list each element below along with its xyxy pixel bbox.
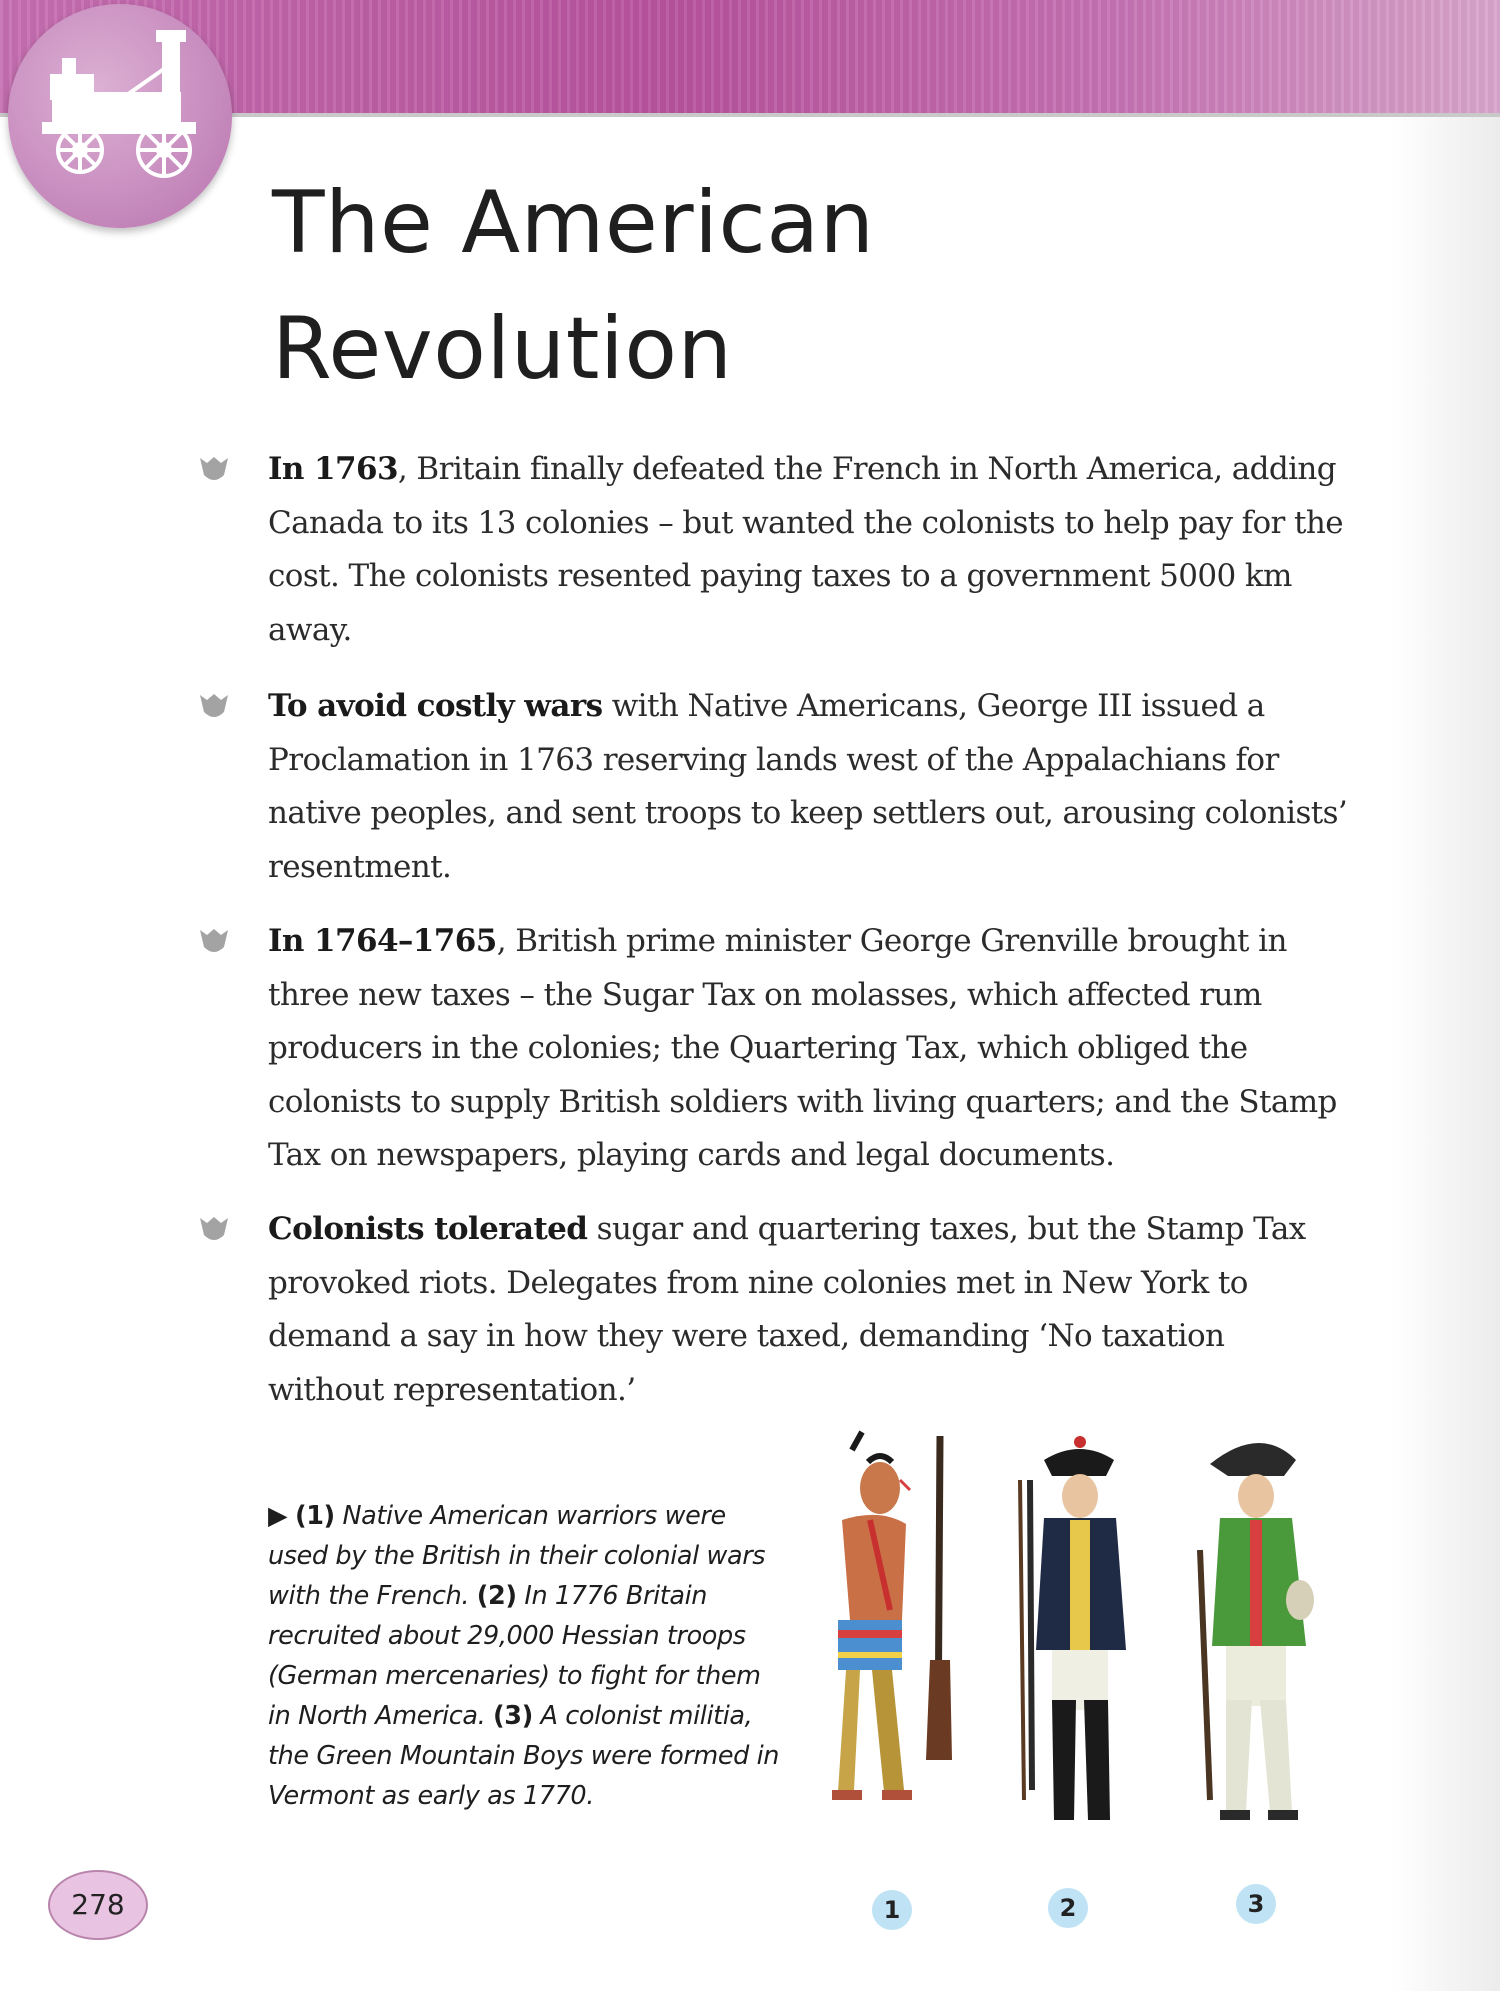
title-line-1: The American xyxy=(272,173,875,273)
caption-text-2: In 1776 Britain recruited about 29,000 Hessian troops (German mercenaries) to fight for them in North America. xyxy=(268,1581,761,1731)
bullet-text: , British prime minister George Grenville brought in three new taxes – the Sugar Tax on molasses, which affected rum producers in the colonies; the Quartering Tax, which obliged the colonists to supply British soldiers with living quarters; and the Stamp Tax on newspapers, playing cards and legal documents. xyxy=(268,923,1337,1173)
figure-label-1: 1 xyxy=(872,1890,912,1930)
page-title xyxy=(272,160,875,412)
shield-bullet-icon xyxy=(198,692,230,722)
caption-arrow-icon: ▶ xyxy=(268,1501,288,1531)
caption-num-1: (1) xyxy=(294,1501,335,1531)
bullet-item xyxy=(198,680,1348,894)
bullet-text: , Britain finally defeated the French in North America, adding Canada to its 13 colonies – but wanted the colonists to help pay for the cost. The colonists resented paying taxes to a government 5000 km away. xyxy=(268,451,1343,648)
bullet-item xyxy=(198,443,1348,657)
caption-text-3: A colonist militia, the Green Mountain Boys were formed in Vermont as early as 1770. xyxy=(268,1701,780,1811)
caption-text-1: Native American warriors were used by the British in their colonial wars with the French. xyxy=(268,1501,766,1611)
bullet-lead: Colonists tolerated xyxy=(268,1211,588,1247)
shield-bullet-icon xyxy=(198,455,230,485)
native-warrior-illustration xyxy=(832,1432,952,1800)
figure-caption xyxy=(268,1496,788,1816)
bullet-lead: In 1764–1765 xyxy=(268,923,497,959)
shield-bullet-icon xyxy=(198,927,230,957)
page-gutter-shadow xyxy=(1390,115,1500,1991)
bullet-item xyxy=(198,915,1348,1183)
figure-label-3: 3 xyxy=(1236,1884,1276,1924)
steam-locomotive-icon xyxy=(8,4,232,228)
bullet-lead: In 1763 xyxy=(268,451,398,487)
bullet-text: sugar and quartering taxes, but the Stamp Tax provoked riots. Delegates from nine colonies met in New York to demand a say in how they were taxed, demanding ‘No taxation without representation.’ xyxy=(268,1211,1306,1408)
shield-bullet-icon xyxy=(198,1215,230,1245)
bullet-item xyxy=(198,1203,1348,1417)
title-line-2: Revolution xyxy=(272,299,733,399)
bullet-text: with Native Americans, George III issued a Proclamation in 1763 reserving lands west of the Appalachians for native peoples, and sent troops to keep settlers out, arousing colonists’ resentment. xyxy=(268,688,1348,885)
caption-num-3: (3) xyxy=(492,1701,533,1731)
figure-label-2: 2 xyxy=(1048,1888,1088,1928)
caption-num-2: (2) xyxy=(476,1581,517,1611)
bullet-lead: To avoid costly wars xyxy=(268,688,603,724)
page-number: 278 xyxy=(48,1870,148,1940)
militia-soldier-illustration xyxy=(1200,1443,1314,1820)
hessian-soldier-illustration xyxy=(1020,1436,1126,1820)
